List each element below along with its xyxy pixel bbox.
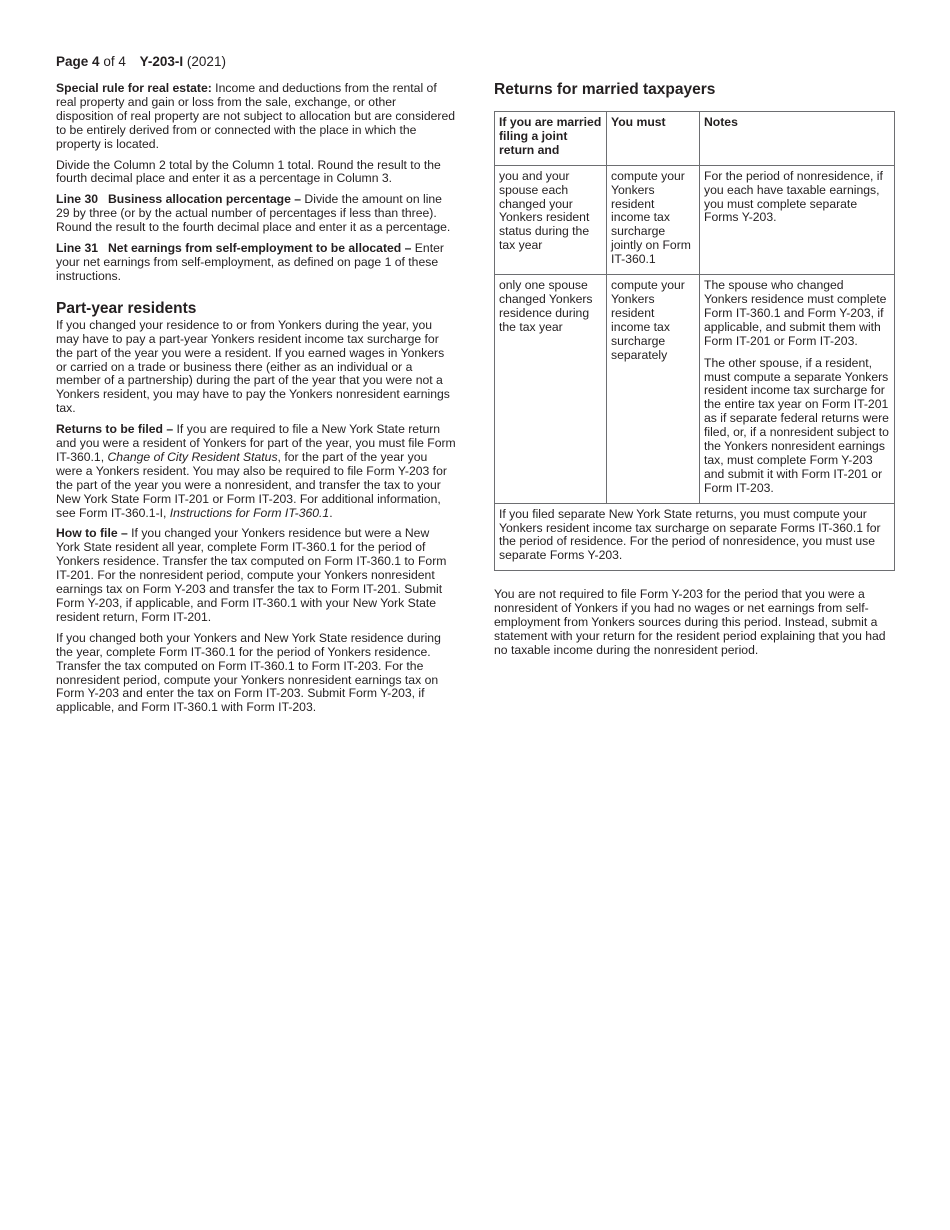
how-to-file-title: How to file – bbox=[56, 526, 128, 541]
how-to-file-text: If you changed your Yonkers residence but were a New York State resident all year, complete Form IT-360.1 for the period of Yonkers residence. Transfer the tax computed on Form IT-360.1 to Form IT-201. For the nonresident period, compute your Yonkers nonresident earnings tax on Form Y-203 and transfer the tax to Form IT-201. Submit Form Y-203, if applicable, and Form IT-360.1 with your New York State resident return, Form IT-201. bbox=[56, 526, 447, 624]
returns-filed-text2: , for the part of the year you were a Yonkers resident. You may also be required to file Form Y-203 for the part of the year you were a nonresident, and transfer the tax to your New York State Form IT-201 or Form IT-203. For additional information, see Form IT-360.1-I, bbox=[56, 449, 447, 520]
not-required-paragraph: You are not required to file Form Y-203 for the period that you were a nonresident of Yonkers if you had no wages or net earnings from self-employment from Yonkers sources during this period. Instead, submit a statement with your return for the resident period explaining that you had no taxable income during the nonresident period. bbox=[494, 587, 886, 657]
left-column bbox=[56, 82, 456, 722]
married-heading: Returns for married taxpayers bbox=[494, 81, 716, 98]
row1-note: For the period of nonresidence, if you each have taxable earnings, you must complete separate Forms Y-203. bbox=[704, 168, 883, 225]
header-condition: If you are married filing a joint return and bbox=[495, 112, 607, 166]
divide-paragraph: Divide the Column 2 total by the Column 1 total. Round the result to the fourth decimal place and enter it as a percentage in Column 3. bbox=[56, 157, 441, 186]
row2-note-2: The other spouse, if a resident, must compute a separate Yonkers resident income tax surcharge for the entire tax year on Form IT-201 as if separate federal returns were filed, or, if a nonresident subject to the Yonkers nonresident earnings tax, must complete Form Y-203 and submit it with Form IT-201 or Form IT-203. bbox=[704, 355, 889, 495]
line31-paragraph bbox=[56, 242, 456, 284]
special-rule-title: Special rule for real estate: bbox=[56, 81, 212, 95]
how-to-file-paragraph bbox=[56, 527, 456, 624]
form-id: Y-203-I bbox=[139, 54, 184, 69]
both-changed-paragraph: If you changed both your Yonkers and New York State residence during the year, complete Form IT-360.1 for the period of Yonkers residence. Transfer the tax computed on Form IT-360.1 to Form IT-203. For the nonresident period, compute your Yonkers nonresident earnings tax on Form Y-203 and enter the tax on Form IT-203. Submit Form Y-203, if applicable, and Form IT-360.1 with Form IT-203. bbox=[56, 630, 441, 715]
returns-filed-italic1: Change of City Resident Status bbox=[107, 449, 278, 464]
row1-condition: you and your spouse each changed your Yonkers resident status during the tax year bbox=[495, 165, 607, 274]
page-header bbox=[56, 53, 226, 70]
line30-paragraph bbox=[56, 193, 456, 235]
row2-note-1: The spouse who changed Yonkers residence must complete Form IT-360.1 and Form Y-203, if applicable, and submit them with Form IT-201 or Form IT-203. bbox=[704, 278, 887, 348]
row1-must: compute your Yonkers resident income tax surcharge jointly on Form IT-360.1 bbox=[607, 165, 700, 274]
line30-text: Divide the amount on line 29 by three (or by the actual number of percentages if less than three). Round the result to the fourth decimal place and enter it as a percentage. bbox=[56, 192, 451, 235]
header-notes: Notes bbox=[700, 112, 895, 166]
returns-filed-paragraph bbox=[56, 423, 456, 520]
right-column bbox=[494, 80, 894, 665]
row2-notes bbox=[700, 275, 895, 504]
returns-filed-text1: If you are required to file a New York State return and you were a resident of Yonkers for part of the year, you must file Form IT-360.1, bbox=[56, 422, 456, 464]
line30-title: Business allocation percentage – bbox=[108, 192, 302, 207]
table-row bbox=[495, 275, 895, 504]
row2-must: compute your Yonkers resident income tax surcharge separately bbox=[607, 275, 700, 504]
table-footer-row bbox=[495, 503, 895, 571]
row2-condition: only one spouse changed Yonkers residence during the tax year bbox=[495, 275, 607, 504]
line31-label: Line 31 bbox=[56, 241, 98, 256]
part-year-heading: Part-year residents bbox=[56, 299, 197, 317]
returns-filed-italic2: Instructions for Form IT-360.1 bbox=[169, 505, 330, 520]
returns-filed-title: Returns to be filed – bbox=[56, 422, 174, 437]
page-total: of 4 bbox=[103, 54, 126, 69]
special-rule-paragraph bbox=[56, 82, 456, 152]
page-number: 4 bbox=[92, 54, 100, 69]
row1-notes bbox=[700, 165, 895, 274]
form-year: (2021) bbox=[186, 54, 226, 69]
page-label: Page bbox=[56, 54, 89, 69]
part-year-paragraph: If you changed your residence to or from Yonkers during the year, you may have to pay a part-year Yonkers resident income tax surcharge for the part of the year you were a resident. If you earned wages in Yonkers or carried on a trade or business there (either as an individual or a member of a partnership) during the part of the year that you were not a Yonkers resident, you may have to pay the Yonkers nonresident earnings tax. bbox=[56, 317, 450, 416]
returns-filed-text3: . bbox=[329, 505, 333, 520]
married-taxpayers-table bbox=[494, 111, 895, 571]
header-must: You must bbox=[607, 112, 700, 166]
line30-label: Line 30 bbox=[56, 192, 98, 207]
special-rule-text: Income and deductions from the rental of real property and gain or loss from the sale, exchange, or other disposition of real property are not subject to allocation but are considered to be entirely derived from or connected with the place in which the property is located. bbox=[56, 81, 456, 151]
table-footer-note: If you filed separate New York State returns, you must compute your Yonkers resident income tax surcharge on separate Forms IT-360.1 for the period of residence. For the period of nonresidence, you must use separate Forms Y-203. bbox=[495, 503, 895, 571]
table-header-row bbox=[495, 112, 895, 166]
line31-text: Enter your net earnings from self-employment, as defined on page 1 of these instructions. bbox=[56, 241, 444, 283]
table-row bbox=[495, 165, 895, 274]
line31-title: Net earnings from self-employment to be allocated – bbox=[108, 241, 412, 256]
